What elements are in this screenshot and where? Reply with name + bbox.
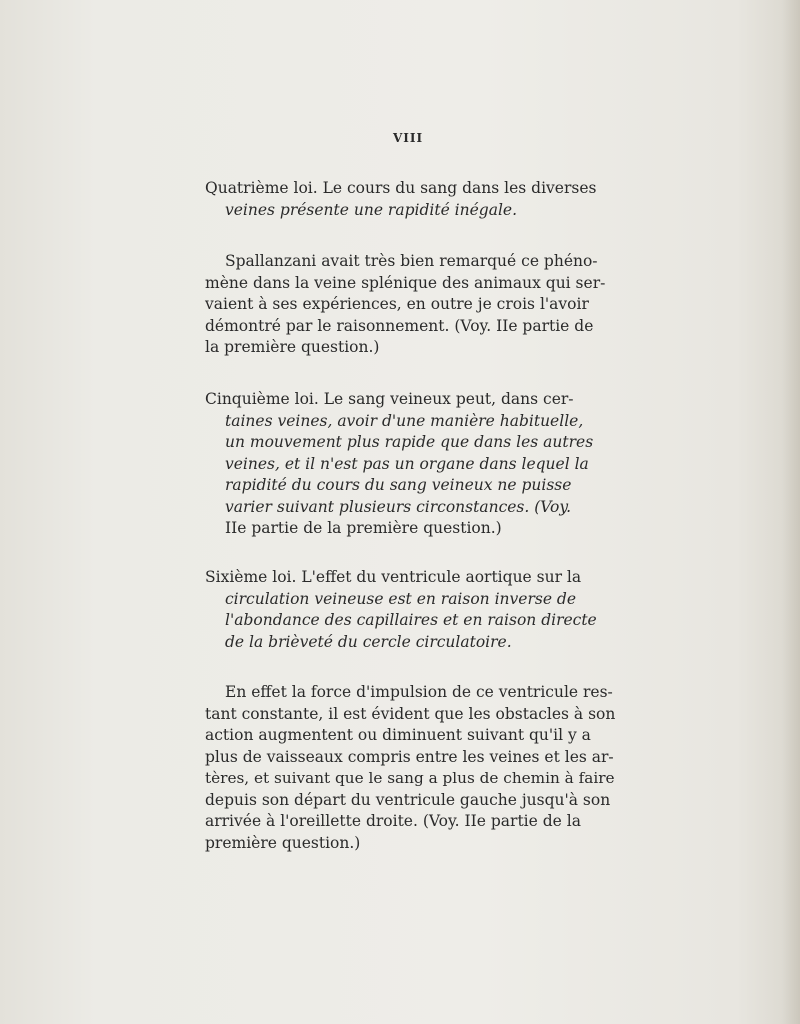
- paragraph-en-effet: [205, 682, 615, 854]
- text-line: veines, et il n'est pas un organe dans lequel la: [225, 454, 589, 473]
- text-line: l'abondance des capillaires et en raison directe: [225, 611, 597, 629]
- law-six: [205, 567, 615, 653]
- law-four: [205, 178, 615, 221]
- text-line: un mouvement plus rapide que dans les autres: [225, 433, 594, 451]
- text-line: depuis son départ du ventricule gauche jusqu'à son: [205, 790, 611, 809]
- text-line: mène dans la veine splénique des animaux qui ser-: [205, 273, 606, 292]
- text-line: plus de vaisseaux compris entre les veines et les ar-: [205, 747, 614, 766]
- paragraph-spallanzani: [205, 251, 615, 359]
- text-line: circulation veineuse est en raison inverse de: [225, 589, 577, 608]
- text-line: Quatrième loi. Le cours du sang dans les diverses: [205, 179, 597, 197]
- text-line: rapidité du cours du sang veineux ne puisse: [225, 476, 572, 494]
- text-line: tant constante, il est évident que les obstacles à son: [205, 704, 616, 723]
- text-line: de la brièveté du cercle circulatoire.: [225, 632, 512, 651]
- text-line: démontré par le raisonnement. (Voy. IIe partie de: [205, 316, 594, 335]
- text-line: tères, et suivant que le sang a plus de chemin à faire: [205, 769, 615, 787]
- text-line: Sixième loi. L'effet du ventricule aortique sur la: [205, 568, 582, 586]
- text-line: action augmentent ou diminuent suivant qu'il y a: [205, 726, 591, 744]
- page-edge-shadow: [782, 0, 800, 1024]
- page-number: VIII: [393, 131, 424, 145]
- text-line: Cinquième loi. Le sang veineux peut, dans cer-: [205, 390, 574, 408]
- text-line: En effet la force d'impulsion de ce ventricule res-: [225, 683, 613, 701]
- text-line: la première question.): [205, 338, 380, 356]
- text-line: Spallanzani avait très bien remarqué ce phéno-: [225, 252, 598, 270]
- text-line: veines présente une rapidité inégale.: [225, 200, 518, 219]
- text-line: IIe partie de la première question.): [225, 519, 502, 537]
- text-line: première question.): [205, 833, 361, 852]
- text-line: taines veines, avoir d'une manière habituelle,: [225, 411, 584, 430]
- text-line: vaient à ses expériences, en outre je crois l'avoir: [205, 295, 589, 313]
- text-line: arrivée à l'oreillette droite. (Voy. IIe partie de la: [205, 812, 581, 830]
- text-line: varier suivant plusieurs circonstances. (Voy.: [225, 497, 572, 516]
- law-five: [205, 389, 615, 540]
